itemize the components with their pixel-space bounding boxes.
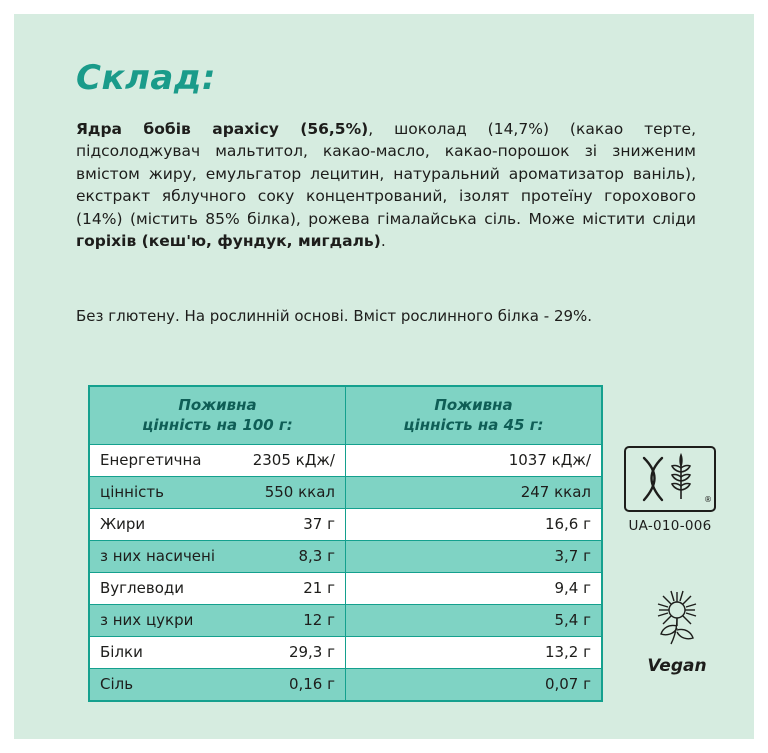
nutrient-cell bbox=[89, 668, 346, 701]
nutrient-value-45g-cell: 13,2 г bbox=[346, 636, 603, 668]
nutrition-header-per-100g bbox=[89, 386, 346, 444]
nutrient-value-100g: 12 г bbox=[303, 611, 335, 629]
nutrient-value-100g: 8,3 г bbox=[298, 547, 335, 565]
nutrient-cell bbox=[89, 540, 346, 572]
vegan-mark bbox=[622, 586, 732, 676]
ingredients-body: , шоколад (14,7%) (какао терте, підсолоджувач мальтитол, какао-масло, какао-порошок зі зниженим вмістом жиру, емульгатор лецитин, натуральний ароматизатор ваніль), екстракт яблучного соку концентрований, ізолят протеїну горохового (14%) (містить 85% білка), рожева гімалайська сіль. Може містити сліди bbox=[76, 120, 697, 228]
table-row bbox=[89, 604, 602, 636]
header-line-1: Поживна bbox=[434, 396, 513, 414]
nutrient-name: Вуглеводи bbox=[100, 579, 185, 597]
nutrient-name: Білки bbox=[100, 643, 143, 661]
nutrient-cell bbox=[89, 636, 346, 668]
nutrient-cell bbox=[89, 508, 346, 540]
header-line-1: Поживна bbox=[178, 396, 257, 414]
nutrient-value-100g: 37 г bbox=[303, 515, 335, 533]
nutrition-table-head bbox=[89, 386, 602, 444]
header-line-2: цінність на 100 г: bbox=[142, 416, 293, 435]
table-row bbox=[89, 636, 602, 668]
table-row bbox=[89, 572, 602, 604]
page-title: Склад: bbox=[76, 58, 216, 98]
nutrient-cell bbox=[89, 476, 346, 508]
gluten-free-code: UA-010-006 bbox=[628, 518, 712, 534]
ingredients-lead: Ядра бобів арахісу (56,5%) bbox=[76, 120, 369, 138]
nutrition-header-row bbox=[89, 386, 602, 444]
table-row bbox=[89, 476, 602, 508]
svg-text:®: ® bbox=[704, 495, 712, 504]
nutrient-value-45g-cell: 0,07 г bbox=[346, 668, 603, 701]
nutrient-value-45g-cell: 5,4 г bbox=[346, 604, 603, 636]
nutrient-name: Енергетична bbox=[100, 451, 202, 469]
nutrient-name: Сіль bbox=[100, 675, 134, 693]
nutrient-cell bbox=[89, 444, 346, 476]
table-row bbox=[89, 444, 602, 476]
ingredients-tail: . bbox=[380, 232, 386, 251]
nutrient-value-100g: 2305 кДж/ bbox=[252, 451, 335, 469]
nutrient-value-45g-cell: 3,7 г bbox=[346, 540, 603, 572]
table-row bbox=[89, 668, 602, 701]
nutrient-name: з них насичені bbox=[100, 547, 216, 565]
nutrient-value-100g: 21 г bbox=[303, 579, 335, 597]
nutrition-table-body bbox=[89, 444, 602, 701]
nutrient-value-100g: 29,3 г bbox=[288, 643, 335, 661]
nutrition-header-per-45g bbox=[346, 386, 603, 444]
nutrient-value-45g-cell: 9,4 г bbox=[346, 572, 603, 604]
nutrient-name: з них цукри bbox=[100, 611, 194, 629]
vegan-flower-icon bbox=[631, 586, 723, 656]
table-row bbox=[89, 508, 602, 540]
gluten-free-mark bbox=[622, 446, 718, 534]
crossed-grain-icon bbox=[624, 446, 716, 512]
ingredients-allergens: горіхів (кеш'ю, фундук, мигдаль) bbox=[76, 232, 381, 251]
ingredients-paragraph bbox=[76, 118, 696, 253]
vegan-label: Vegan bbox=[647, 656, 707, 676]
nutrition-table bbox=[88, 385, 603, 702]
nutrient-value-45g-cell: 247 ккал bbox=[346, 476, 603, 508]
nutrient-value-100g: 0,16 г bbox=[288, 675, 335, 693]
nutrient-value-45g-cell: 1037 кДж/ bbox=[346, 444, 603, 476]
nutrient-value-45g-cell: 16,6 г bbox=[346, 508, 603, 540]
table-row bbox=[89, 540, 602, 572]
nutrient-cell bbox=[89, 604, 346, 636]
nutrition-label-card bbox=[14, 14, 754, 739]
header-line-2: цінність на 45 г: bbox=[403, 416, 544, 435]
nutrient-cell bbox=[89, 572, 346, 604]
nutrient-name: Жири bbox=[100, 515, 146, 533]
nutrient-value-100g: 550 ккал bbox=[264, 483, 335, 501]
claims-text: Без глютену. На рослинній основі. Вміст рослинного білка - 29%. bbox=[76, 307, 593, 325]
nutrient-name: цінність bbox=[100, 483, 164, 501]
